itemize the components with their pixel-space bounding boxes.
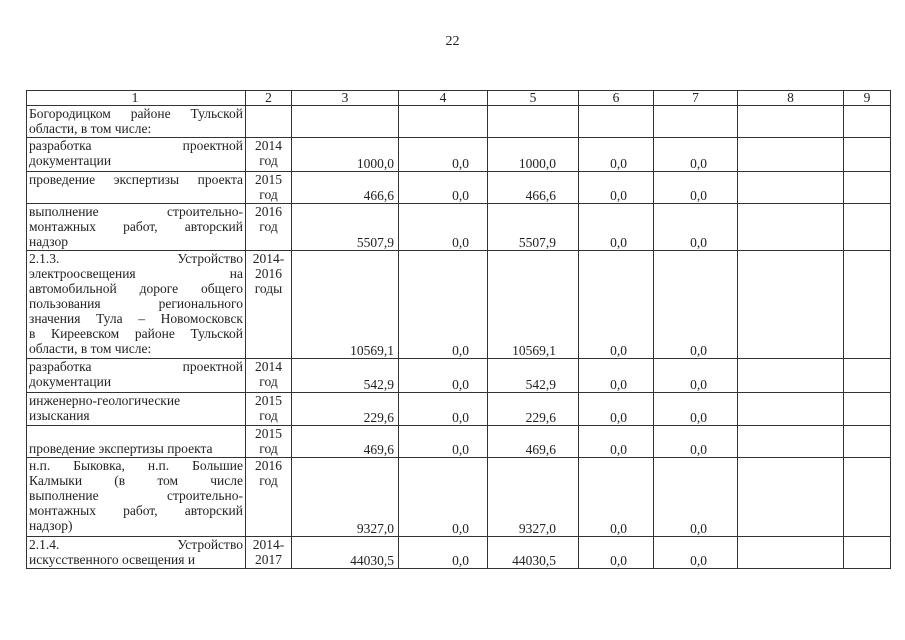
cell-col-7: 0,0 bbox=[654, 172, 738, 204]
row-period bbox=[246, 251, 292, 359]
cell-col-7: 0,0 bbox=[654, 138, 738, 172]
period-line: 2017 bbox=[255, 552, 282, 567]
cell-col-4: 0,0 bbox=[399, 359, 488, 393]
cell-col-3: 1000,0 bbox=[292, 138, 399, 172]
cell-col-4: 0,0 bbox=[399, 537, 488, 569]
description-line: области, в том числе: bbox=[29, 121, 152, 136]
description-line: Калмыки (в том числе bbox=[29, 473, 243, 488]
description-line: 2.1.3. Устройство bbox=[29, 251, 243, 266]
cell-col-3: 469,6 bbox=[292, 426, 399, 458]
description-line: монтажных работ, авторский bbox=[29, 219, 243, 234]
cell-col-4 bbox=[399, 106, 488, 138]
cell-col-8 bbox=[738, 537, 844, 569]
cell-col-8 bbox=[738, 172, 844, 204]
period-line: 2015 bbox=[255, 393, 282, 408]
table-row bbox=[27, 426, 891, 458]
header-cell-6: 6 bbox=[579, 91, 654, 106]
page-number: 22 bbox=[445, 34, 460, 49]
description-line: документации bbox=[29, 374, 112, 389]
period-line: 2016 bbox=[255, 458, 282, 473]
row-description bbox=[27, 393, 246, 426]
cell-col-6: 0,0 bbox=[579, 204, 654, 251]
cell-col-9 bbox=[844, 172, 891, 204]
cell-col-5: 9327,0 bbox=[488, 458, 579, 537]
description-line: Богородицком районе Тульской bbox=[29, 106, 243, 121]
cell-col-8 bbox=[738, 204, 844, 251]
cell-col-4: 0,0 bbox=[399, 138, 488, 172]
cell-col-6: 0,0 bbox=[579, 537, 654, 569]
cell-col-5: 5507,9 bbox=[488, 204, 579, 251]
row-description bbox=[27, 458, 246, 537]
period-line: годы bbox=[254, 281, 283, 296]
cell-col-7: 0,0 bbox=[654, 458, 738, 537]
description-line: монтажных работ, авторский bbox=[29, 503, 243, 518]
description-line: искусственного освещения и bbox=[29, 552, 196, 567]
cell-col-3: 542,9 bbox=[292, 359, 399, 393]
description-line: надзор) bbox=[29, 518, 73, 533]
cell-col-5: 229,6 bbox=[488, 393, 579, 426]
description-line: выполнение строительно- bbox=[29, 204, 243, 219]
cell-col-8 bbox=[738, 393, 844, 426]
table-row bbox=[27, 204, 891, 251]
cell-col-5: 466,6 bbox=[488, 172, 579, 204]
period-line: 2015 bbox=[255, 426, 282, 441]
period-line: год bbox=[259, 153, 278, 168]
cell-col-4: 0,0 bbox=[399, 251, 488, 359]
row-description bbox=[27, 106, 246, 138]
cell-col-9 bbox=[844, 393, 891, 426]
header-cell-3: 3 bbox=[292, 91, 399, 106]
cell-col-7: 0,0 bbox=[654, 359, 738, 393]
row-period bbox=[246, 359, 292, 393]
cell-col-7: 0,0 bbox=[654, 537, 738, 569]
row-period bbox=[246, 537, 292, 569]
header-cell-2: 2 bbox=[246, 91, 292, 106]
cell-col-7 bbox=[654, 106, 738, 138]
table-row bbox=[27, 251, 891, 359]
description-line: выполнение строительно- bbox=[29, 488, 243, 503]
description-line: автомобильной дороге общего bbox=[29, 281, 243, 296]
period-line: год bbox=[259, 473, 278, 488]
cell-col-3 bbox=[292, 106, 399, 138]
row-description bbox=[27, 251, 246, 359]
cell-col-8 bbox=[738, 458, 844, 537]
cell-col-6 bbox=[579, 106, 654, 138]
cell-col-6: 0,0 bbox=[579, 359, 654, 393]
cell-col-8 bbox=[738, 426, 844, 458]
row-description bbox=[27, 537, 246, 569]
cell-col-3: 466,6 bbox=[292, 172, 399, 204]
cell-col-7: 0,0 bbox=[654, 204, 738, 251]
row-period bbox=[246, 426, 292, 458]
table-row bbox=[27, 537, 891, 569]
description-line bbox=[29, 426, 243, 441]
cell-col-4: 0,0 bbox=[399, 426, 488, 458]
description-line bbox=[29, 187, 243, 202]
row-period bbox=[246, 138, 292, 172]
table-row bbox=[27, 138, 891, 172]
row-description bbox=[27, 359, 246, 393]
table-row bbox=[27, 458, 891, 537]
period-line: 2014 bbox=[255, 359, 282, 374]
cell-col-4: 0,0 bbox=[399, 458, 488, 537]
period-line: 2014- bbox=[252, 537, 285, 552]
period-line: 2014 bbox=[255, 138, 282, 153]
cell-col-9 bbox=[844, 138, 891, 172]
description-line: пользования регионального bbox=[29, 296, 243, 311]
cell-col-3: 9327,0 bbox=[292, 458, 399, 537]
description-line: электроосвещения на bbox=[29, 266, 243, 281]
description-line: области, в том числе: bbox=[29, 341, 152, 356]
table-row bbox=[27, 106, 891, 138]
description-line: документации bbox=[29, 153, 112, 168]
cell-col-8 bbox=[738, 138, 844, 172]
header-cell-4: 4 bbox=[399, 91, 488, 106]
table-row bbox=[27, 393, 891, 426]
budget-table bbox=[26, 90, 891, 569]
cell-col-4: 0,0 bbox=[399, 393, 488, 426]
header-cell-9: 9 bbox=[844, 91, 891, 106]
cell-col-4: 0,0 bbox=[399, 204, 488, 251]
cell-col-8 bbox=[738, 106, 844, 138]
cell-col-8 bbox=[738, 251, 844, 359]
cell-col-5: 10569,1 bbox=[488, 251, 579, 359]
row-description bbox=[27, 172, 246, 204]
row-period bbox=[246, 172, 292, 204]
period-line: 2016 bbox=[255, 266, 282, 281]
description-line: 2.1.4. Устройство bbox=[29, 537, 243, 552]
cell-col-9 bbox=[844, 204, 891, 251]
description-line: проведение экспертизы проекта bbox=[29, 172, 243, 187]
cell-col-7: 0,0 bbox=[654, 426, 738, 458]
period-line: год bbox=[259, 408, 278, 423]
cell-col-9 bbox=[844, 251, 891, 359]
cell-col-4: 0,0 bbox=[399, 172, 488, 204]
row-description bbox=[27, 426, 246, 458]
row-period bbox=[246, 106, 292, 138]
cell-col-5: 469,6 bbox=[488, 426, 579, 458]
cell-col-9 bbox=[844, 426, 891, 458]
cell-col-9 bbox=[844, 537, 891, 569]
period-line: 2016 bbox=[255, 204, 282, 219]
cell-col-3: 44030,5 bbox=[292, 537, 399, 569]
period-line: 2015 bbox=[255, 172, 282, 187]
row-period bbox=[246, 393, 292, 426]
cell-col-5: 542,9 bbox=[488, 359, 579, 393]
header-cell-5: 5 bbox=[488, 91, 579, 106]
description-line: инженерно-геологические bbox=[29, 393, 181, 408]
cell-col-8 bbox=[738, 359, 844, 393]
header-cell-1: 1 bbox=[27, 91, 246, 106]
description-line: надзор bbox=[29, 234, 69, 249]
header-cell-7: 7 bbox=[654, 91, 738, 106]
description-line: проведение экспертизы проекта bbox=[29, 441, 213, 456]
cell-col-6: 0,0 bbox=[579, 251, 654, 359]
header-row bbox=[27, 91, 891, 106]
cell-col-6: 0,0 bbox=[579, 393, 654, 426]
row-description bbox=[27, 138, 246, 172]
period-line: год bbox=[259, 187, 278, 202]
cell-col-6: 0,0 bbox=[579, 458, 654, 537]
description-line: в Киреевском районе Тульской bbox=[29, 326, 243, 341]
description-line: разработка проектной bbox=[29, 359, 243, 374]
description-line: н.п. Быковка, н.п. Большие bbox=[29, 458, 243, 473]
cell-col-6: 0,0 bbox=[579, 426, 654, 458]
table-row bbox=[27, 359, 891, 393]
description-line: разработка проектной bbox=[29, 138, 243, 153]
cell-col-5 bbox=[488, 106, 579, 138]
cell-col-9 bbox=[844, 359, 891, 393]
cell-col-3: 5507,9 bbox=[292, 204, 399, 251]
cell-col-3: 229,6 bbox=[292, 393, 399, 426]
cell-col-3: 10569,1 bbox=[292, 251, 399, 359]
description-line: изыскания bbox=[29, 408, 90, 423]
cell-col-5: 44030,5 bbox=[488, 537, 579, 569]
table-row bbox=[27, 172, 891, 204]
period-line: 2014- bbox=[252, 251, 285, 266]
row-period bbox=[246, 204, 292, 251]
header-cell-8: 8 bbox=[738, 91, 844, 106]
period-line: год bbox=[259, 219, 278, 234]
description-line: значения Тула – Новомосковск bbox=[29, 311, 243, 326]
period-line: год bbox=[259, 374, 278, 389]
cell-col-7: 0,0 bbox=[654, 393, 738, 426]
cell-col-5: 1000,0 bbox=[488, 138, 579, 172]
period-line: год bbox=[259, 441, 278, 456]
cell-col-6: 0,0 bbox=[579, 138, 654, 172]
row-description bbox=[27, 204, 246, 251]
row-period bbox=[246, 458, 292, 537]
cell-col-7: 0,0 bbox=[654, 251, 738, 359]
cell-col-9 bbox=[844, 106, 891, 138]
cell-col-9 bbox=[844, 458, 891, 537]
cell-col-6: 0,0 bbox=[579, 172, 654, 204]
